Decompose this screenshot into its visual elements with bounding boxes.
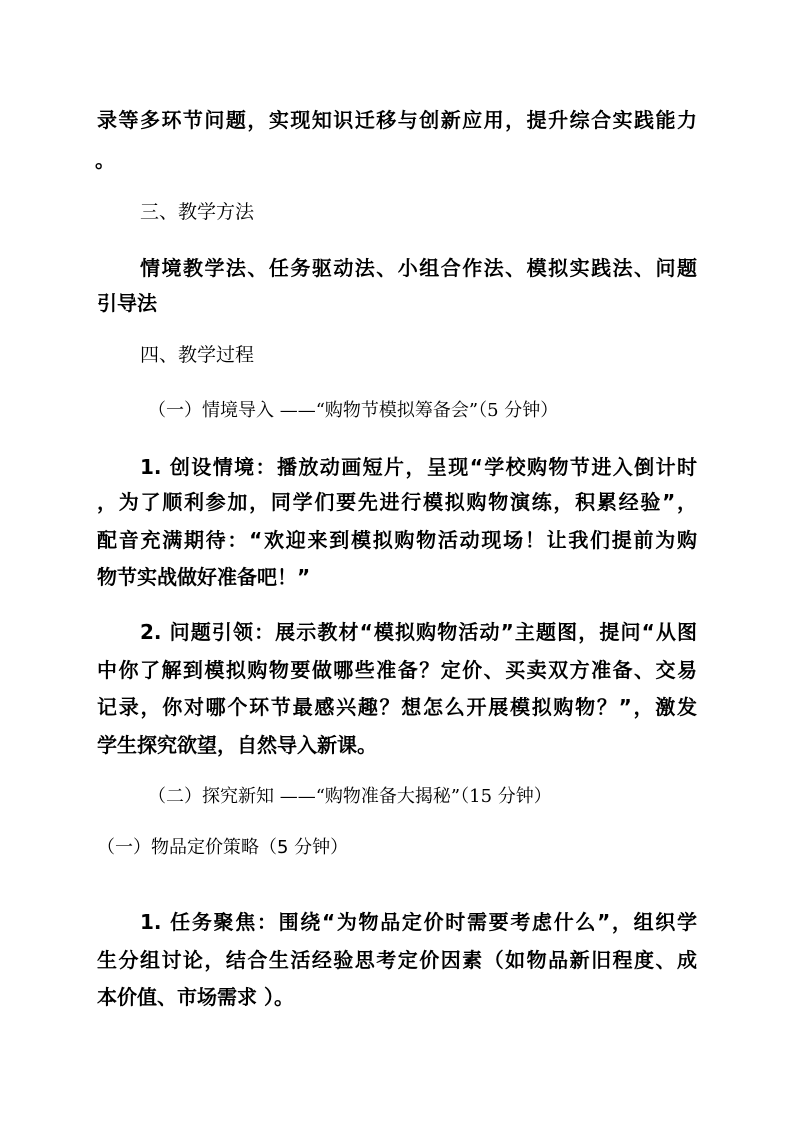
subsection-heading: （一）物品定价策略（5 分钟）	[97, 837, 349, 858]
paragraph-line: 物节实战做好准备吧！”	[97, 565, 311, 589]
paragraph-line: 生分组讨论，结合生活经验思考定价因素（如物品新旧程度、成	[97, 948, 697, 972]
paragraph-line: 录等多环节问题，实现知识迁移与创新应用，提升综合实践能力	[97, 108, 697, 132]
subsection-heading: （二）探究新知 ——“购物准备大揭秘”（15 分钟）	[148, 786, 552, 807]
subsection-heading: （一）情境导入 ——“购物节模拟筹备会”（5 分钟）	[148, 400, 559, 421]
paragraph-line: 记录，你对哪个环节最感兴趣？想怎么开展模拟购物？”，激发	[97, 695, 697, 719]
paragraph-line: 1. 创设情境：播放动画短片，呈现“学校购物节进入倒计时	[140, 455, 697, 479]
paragraph-line: ，为了顺利参加，同学们要先进行模拟购物演练，积累经验”，	[97, 490, 697, 514]
paragraph-line: 引导法	[97, 291, 157, 315]
paragraph-line: 情境教学法、任务驱动法、小组合作法、模拟实践法、问题	[140, 256, 697, 280]
paragraph-line: 1. 任务聚焦：围绕“为物品定价时需要考虑什么”，组织学	[140, 910, 697, 934]
paragraph-line: 中你了解到模拟购物要做哪些准备？定价、买卖双方准备、交易	[97, 658, 697, 682]
paragraph-line: 本价值、市场需求 ）。	[97, 985, 294, 1009]
paragraph-line: 配音充满期待：“欢迎来到模拟购物活动现场！让我们提前为购	[97, 528, 697, 552]
section-heading: 四、教学过程	[140, 344, 255, 366]
paragraph-line: 。	[95, 148, 115, 172]
paragraph-line: 2. 问题引领：展示教材“模拟购物活动”主题图，提问“从图	[140, 620, 697, 644]
paragraph-line: 学生探究欲望，自然导入新课。	[97, 733, 377, 757]
section-heading: 三、教学方法	[140, 201, 255, 223]
